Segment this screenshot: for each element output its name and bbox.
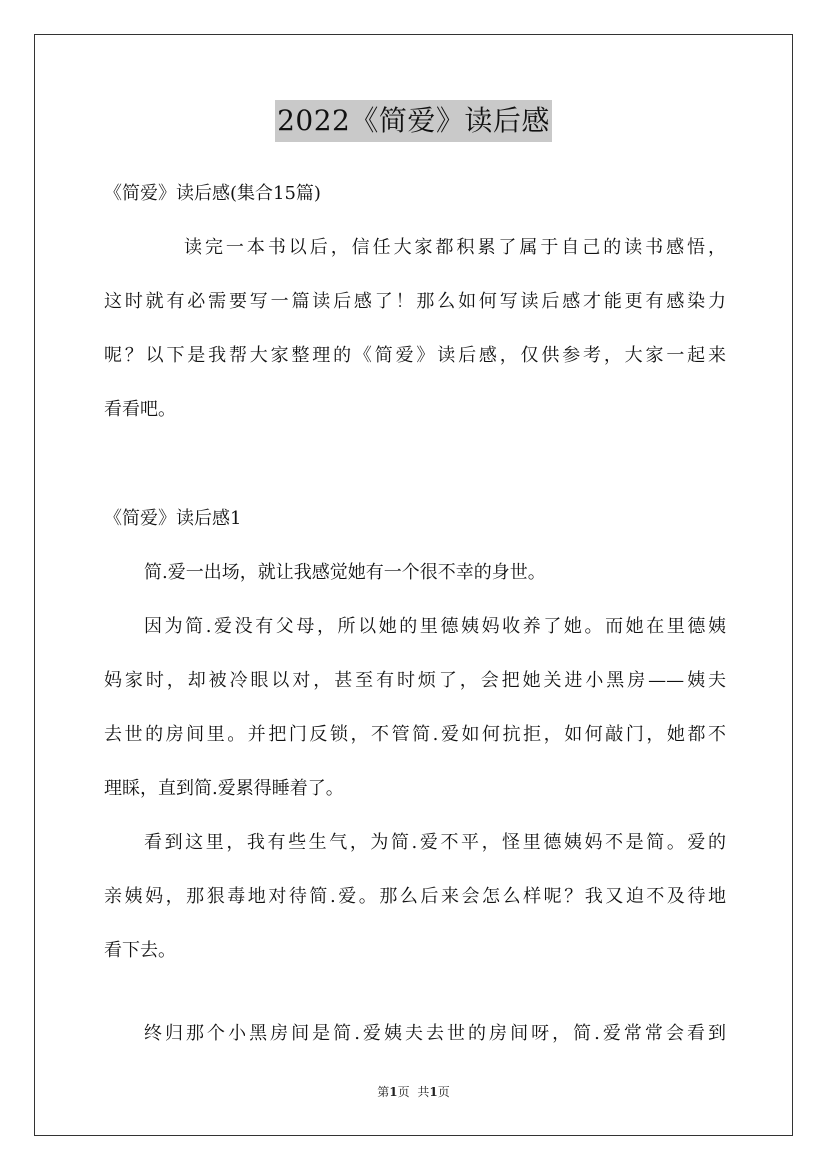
document-subtitle: 《简爱》读后感(集合15篇) — [104, 183, 321, 204]
document-title: 2022《简爱》读后感 — [275, 100, 552, 142]
body-line-4: 去世的房间里。并把门反锁，不管简.爱如何抗拒，如何敲门，她都不 — [104, 724, 726, 745]
footer-page-prefix: 第 — [377, 1085, 390, 1099]
body-line-9: 终归那个小黑房间是简.爱姨夫去世的房间呀，简.爱常常会看到 — [144, 1023, 726, 1044]
body-line-6: 看到这里，我有些生气，为简.爱不平，怪里德姨妈不是简。爱的 — [144, 832, 726, 853]
page-footer — [0, 1084, 827, 1100]
footer-total-number: 1 — [429, 1085, 438, 1099]
body-line-7: 亲姨妈，那狠毒地对待简.爱。那么后来会怎么样呢？我又迫不及待地 — [104, 886, 726, 907]
intro-line-4: 看看吧。 — [104, 399, 176, 420]
intro-line-3: 呢？以下是我帮大家整理的《简爱》读后感，仅供参考，大家一起来 — [104, 345, 726, 366]
title-container — [0, 100, 827, 142]
intro-line-1: 读完一本书以后，信任大家都积累了属于自己的读书感悟， — [184, 237, 726, 258]
body-line-2: 因为简.爱没有父母，所以她的里德姨妈收养了她。而她在里德姨 — [144, 616, 726, 637]
body-line-5: 理睬，直到简.爱累得睡着了。 — [104, 778, 344, 799]
footer-page-number: 1 — [389, 1085, 398, 1099]
intro-line-2: 这时就有必需要写一篇读后感了！那么如何写读后感才能更有感染力 — [104, 291, 726, 312]
body-line-1: 简.爱一出场，就让我感觉她有一个很不幸的身世。 — [144, 562, 546, 583]
section-heading: 《简爱》读后感1 — [104, 508, 242, 529]
body-line-3: 妈家时，却被冷眼以对，甚至有时烦了，会把她关进小黑房——姨夫 — [104, 670, 726, 691]
body-line-8: 看下去。 — [104, 940, 176, 961]
footer-total-prefix: 共 — [417, 1085, 430, 1099]
footer-page-suffix: 页 — [397, 1085, 410, 1099]
footer-total-suffix: 页 — [437, 1085, 450, 1099]
